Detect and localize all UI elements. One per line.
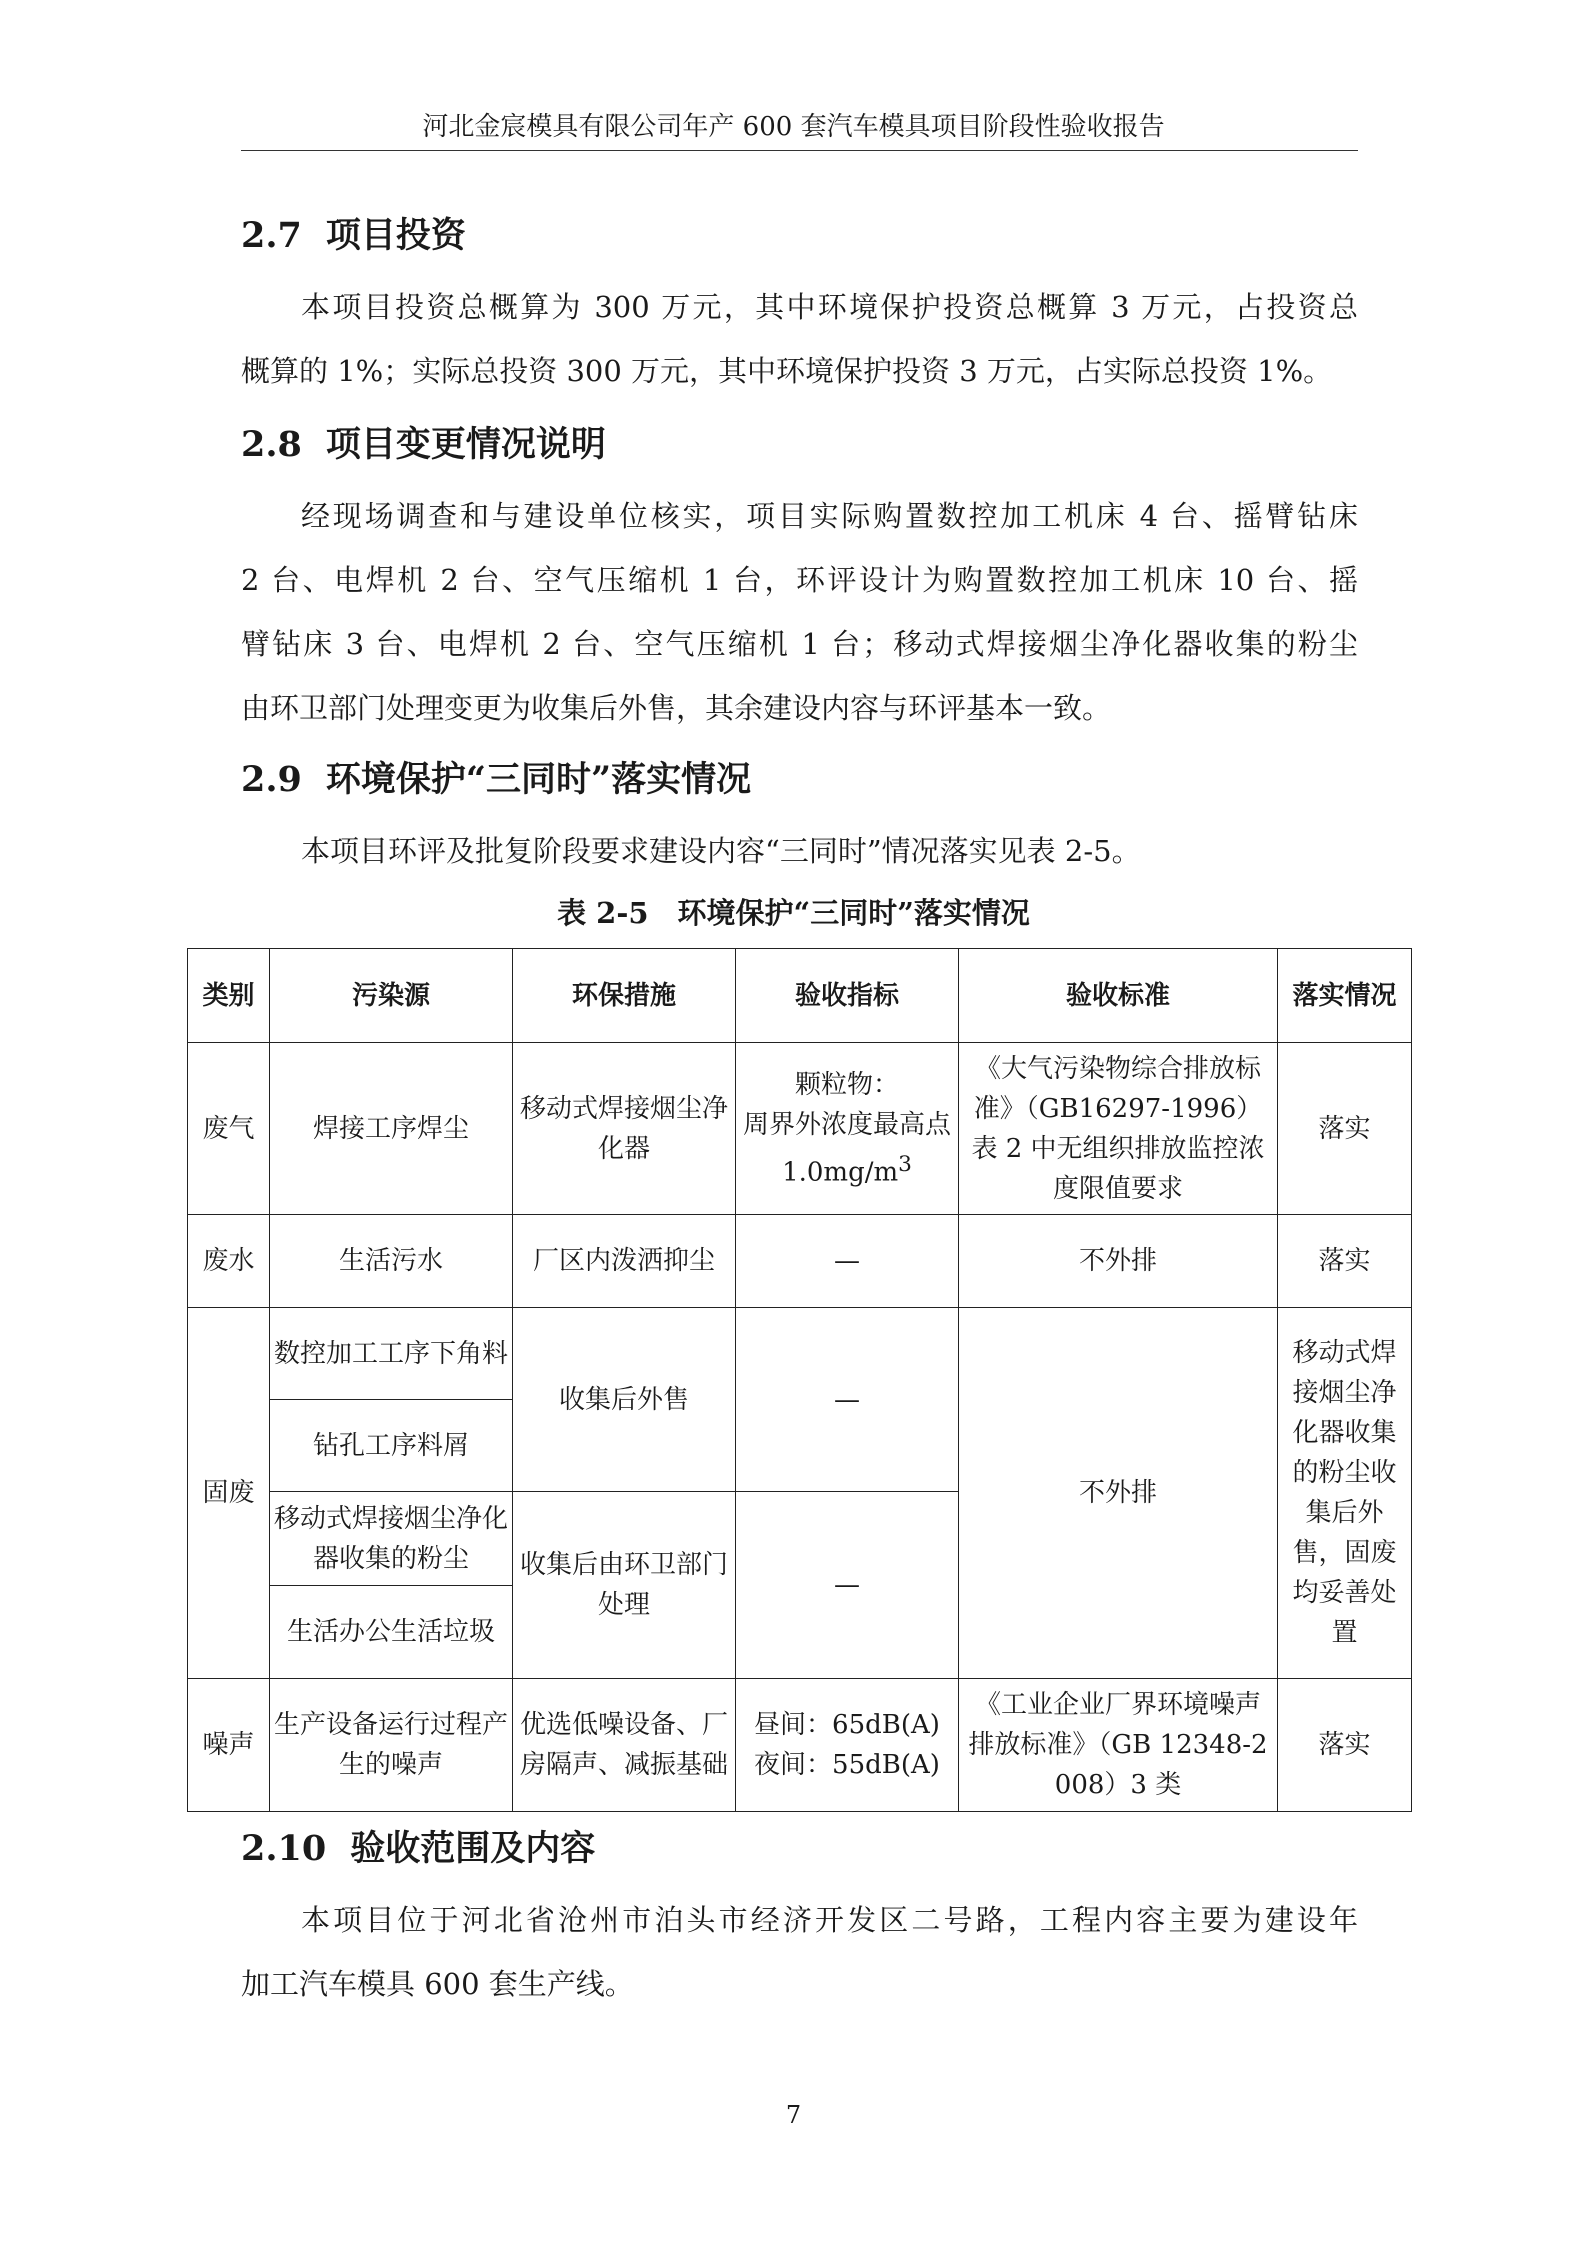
table-row-gas [188,1043,1412,1215]
cell-indicator: — [736,1492,959,1679]
indicator-night: 夜间：55dB(A) [754,1750,940,1780]
cell-indicator [736,1679,959,1812]
indicator-limit [740,1105,954,1193]
heading-2-7-number: 2.7 [241,215,302,256]
col-header-measure: 环保措施 [513,949,736,1043]
cell-measure: 优选低噪设备、厂房隔声、减振基础 [513,1679,736,1812]
cell-standard: 《大气污染物综合排放标准》（GB16297-1996）表 2 中无组织排放监控浓度限值要求 [959,1043,1278,1215]
cell-source: 钻孔工序料屑 [270,1400,513,1492]
cell-standard: 不外排 [959,1308,1278,1679]
heading-2-9-number: 2.9 [241,759,302,800]
cell-source: 数控加工工序下角料 [270,1308,513,1400]
paragraph-line: 经现场调查和与建设单位核实，项目实际购置数控加工机床 4 台、摇臂钻床 [301,499,1358,533]
table-row-solid [188,1308,1412,1400]
heading-2-9-title: 环境保护“三同时”落实情况 [325,759,752,800]
indicator-pollutant: 颗粒物： [794,1069,899,1100]
cell-indicator [736,1043,959,1215]
running-header: 河北金宸模具有限公司年产 600 套汽车模具项目阶段性验收报告 [422,112,1165,142]
col-header-status: 落实情况 [1278,949,1412,1043]
col-header-indicator: 验收指标 [736,949,959,1043]
heading-2-8 [241,423,606,467]
cell-standard: 《工业企业厂界环境噪声排放标准》（GB 12348-2008）3 类 [959,1679,1278,1812]
indicator-limit-superscript: 3 [898,1151,912,1177]
table-header-row [188,949,1412,1043]
indicator-limit-text: 周界外浓度最高点 1.0mg/m [742,1109,951,1188]
cell-source: 生产设备运行过程产生的噪声 [270,1679,513,1812]
cell-category: 废气 [188,1043,270,1215]
header-rule [241,150,1358,151]
cell-indicator: — [736,1215,959,1308]
cell-source: 焊接工序焊尘 [270,1043,513,1215]
page-number: 7 [785,2101,802,2129]
paragraph-line: 臂钻床 3 台、电焊机 2 台、空气压缩机 1 台；移动式焊接烟尘净化器收集的粉尘 [241,627,1358,661]
heading-2-8-number: 2.8 [241,424,302,465]
heading-2-9 [241,758,751,802]
cell-status: 落实 [1278,1215,1412,1308]
cell-standard: 不外排 [959,1215,1278,1308]
cell-indicator: — [736,1308,959,1492]
table-caption: 表 2-5 环境保护“三同时”落实情况 [557,896,1030,930]
table-row-water [188,1215,1412,1308]
heading-2-10-number: 2.10 [241,1828,327,1869]
cell-category: 噪声 [188,1679,270,1812]
paragraph-line: 2 台、电焊机 2 台、空气压缩机 1 台，环评设计为购置数控加工机床 10 台、摇 [241,563,1358,597]
heading-2-10 [241,1827,595,1871]
paragraph-2-8 [241,484,1358,740]
indicator-day: 昼间：65dB(A) [754,1710,940,1740]
paragraph-line: 本项目位于河北省沧州市泊头市经济开发区二号路，工程内容主要为建设年 [301,1903,1358,1937]
paragraph-line: 概算的 1%；实际总投资 300 万元，其中环境保护投资 3 万元，占实际总投资 1%。 [241,354,1333,388]
cell-status: 移动式焊接烟尘净化器收集的粉尘收集后外售，固废均妥善处置 [1278,1308,1412,1679]
paragraph-line: 加工汽车模具 600 套生产线。 [241,1967,634,2001]
cell-source: 移动式焊接烟尘净化器收集的粉尘 [270,1492,513,1586]
paragraph-2-7 [241,275,1358,403]
cell-status: 落实 [1278,1679,1412,1812]
cell-category: 废水 [188,1215,270,1308]
col-header-standard: 验收标准 [959,949,1278,1043]
cell-measure: 移动式焊接烟尘净化器 [513,1043,736,1215]
cell-source: 生活办公生活垃圾 [270,1586,513,1679]
cell-status: 落实 [1278,1043,1412,1215]
paragraph-line: 本项目投资总概算为 300 万元，其中环境保护投资总概算 3 万元，占投资总 [301,290,1358,324]
paragraph-2-10 [241,1888,1358,2016]
three-simultaneous-table [187,948,1412,1812]
paragraph-line: 由环卫部门处理变更为收集后外售，其余建设内容与环评基本一致。 [241,691,1112,725]
cell-measure: 厂区内泼洒抑尘 [513,1215,736,1308]
cell-category: 固废 [188,1308,270,1679]
col-header-category: 类别 [188,949,270,1043]
table-row-noise [188,1679,1412,1812]
cell-measure: 收集后外售 [513,1308,736,1492]
heading-2-7-title: 项目投资 [325,215,466,256]
cell-measure: 收集后由环卫部门处理 [513,1492,736,1679]
cell-source: 生活污水 [270,1215,513,1308]
heading-2-8-title: 项目变更情况说明 [325,424,606,465]
paragraph-line: 本项目环评及批复阶段要求建设内容“三同时”情况落实见表 2-5。 [301,834,1141,868]
col-header-source: 污染源 [270,949,513,1043]
paragraph-2-9 [241,819,1358,883]
heading-2-10-title: 验收范围及内容 [350,1828,596,1869]
heading-2-7 [241,214,466,258]
